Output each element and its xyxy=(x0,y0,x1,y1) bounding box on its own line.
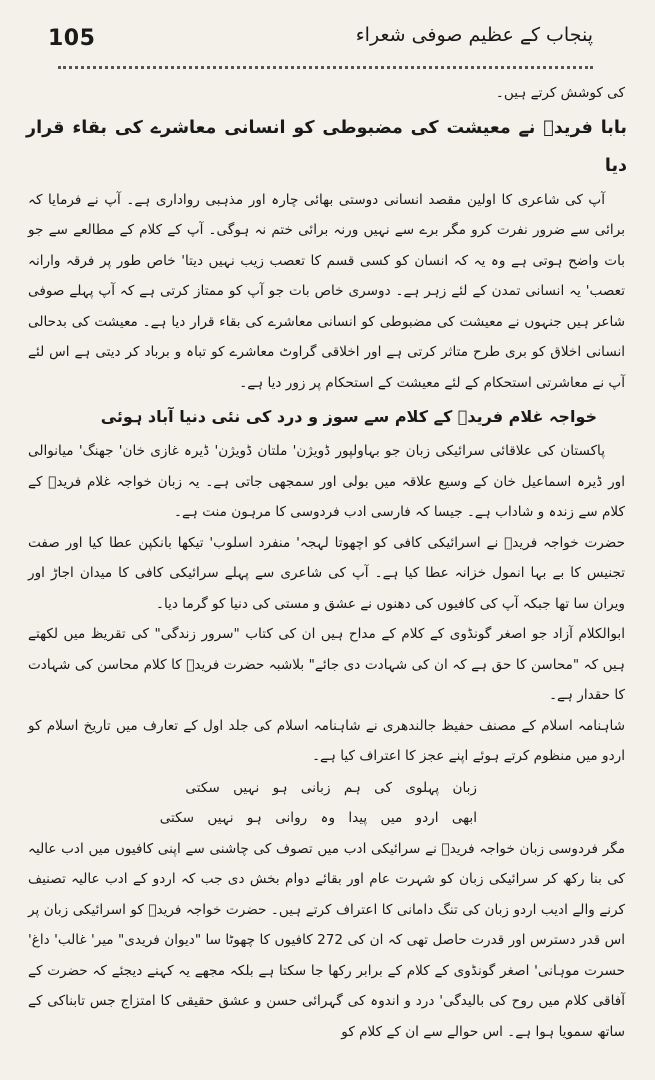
paragraph-4: ابوالکلام آزاد جو اصغر گونڈوی کے کلام کے مداح ہیں ان کی کتاب "سرور زندگی" کی تقریظ میں لکھتے ہیں کہ "محاسن کا حق ہے کہ ان کی شہادت دی جائے" بلاشبہ حضرت فریدؒ کا کلام محاسن کی شہادت کا حقدار ہے۔ xyxy=(28,626,625,703)
verse-line-1: زبان پہلوی کی ہم زبانی ہو نہیں سکتی xyxy=(185,779,477,796)
page-header xyxy=(26,0,627,50)
page-number: 105 xyxy=(48,26,96,51)
page-body xyxy=(26,50,627,1047)
paragraph-5: شاہنامہ اسلام کے مصنف حفیظ جالندھری نے شاہنامہ اسلام کی جلد اول کے تعارف میں تاریخ اسلام کو اردو میں منظوم کرتے ہوئے اپنے عجز کا اعتراف کیا ہے۔ xyxy=(28,717,625,764)
paragraph-6: مگر فردوسی زبان خواجہ فریدؒ نے سرائیکی ادب میں تصوف کی چاشنی سے اپنی کافیوں میں ادب عالیہ کی بنا رکھ کر سرائیکی زبان کو شہرت عام اور بقائے دوام بخش دی جب کہ اردو کے ادب عالیہ تصنیف کرنے والے ادیب اردو زبان کی تنگ دامانی کا اعتراف کرتے ہیں۔ حضرت خواجہ فریدؒ کو اسرائیکی زبان پر اس قدر دسترس اور قدرت حاصل تھی کہ ان کی 272 کافیوں کا چھوٹا سا "دیوان فریدی" میر' غالب' داغ' حسرت موہانی' اصغر گونڈوی کے کلام کے برابر رکھا جا سکتا ہے بلکہ مجھے یہ کہنے دیجئے کہ حضرت کے آفاقی کلام میں روح کی بالیدگی' درد و اندوہ کی گہرائی حسن و عشق حقیقی کا امتزاج جس تابناکی کے ساتھ سمویا ہوا ہے۔ اس حوالے سے ان کے کلام کو xyxy=(28,840,625,1040)
continued-line: کی کوشش کرتے ہیں۔ xyxy=(495,85,625,101)
paragraph-2: پاکستان کی علاقائی سرائیکی زبان جو بہاولپور ڈویژن' ملتان ڈویژن' ڈیرہ غازی خان' جھنگ' میانوالی اور ڈیرہ اسماعیل خان کے وسیع علاقہ میں بولی اور سمجھی جاتی ہے۔ یہ زبان خواجہ غلام فریدؒ کے کلام سے زندہ و شاداب ہے۔ جیسا کہ فارسی ادب فردوسی کا مرہون منت ہے۔ xyxy=(28,443,625,520)
section-heading-2: خواجہ غلام فریدؒ کے کلام سے سوز و درد کی نئی دنیا آباد ہوئی xyxy=(100,407,597,426)
paragraph-3: حضرت خواجہ فریدؒ نے اسرائیکی کافی کو اچھوتا لہجہ' منفرد اسلوب' تیکھا بانکپن عطا کیا اور صفت تجنیس کا بے بہا انمول خزانہ عطا کیا ہے۔ آپ کی شاعری سے پہلے سرائیکی کافی کا میدان اجاڑ اور ویران سا تھا جبکہ آپ کی کافیوں کی دھنوں نے عشق و مستی کی دنیا کو گرما دیا۔ xyxy=(28,534,625,612)
section-heading-1: بابا فریدؒ نے معیشت کی مضبوطی کو انسانی معاشرے کی بقاء قرار دیا xyxy=(26,117,627,176)
verse-line-2: ابھی اردو میں پیدا وہ روانی ہو نہیں سکتی xyxy=(159,809,477,826)
header-dotted-rule xyxy=(58,66,593,69)
paragraph-1: آپ کی شاعری کا اولین مقصد انسانی دوستی بھائی چارہ اور مذہبی رواداری ہے۔ آپ نے فرمایا کہ برائی سے ضرور نفرت کرو مگر برے سے نہیں ورنہ برائی ختم نہ ہوگی۔ آپ کے کلام کے مطالعے سے جو بات واضح ہوتی ہے وہ یہ کہ انسان کو کسی قسم کا تعصب زیب نہیں دیتا' خاص طور پر فرقہ وارانہ تعصب' یہ انسانی تمدن کے لئے زہر ہے۔ دوسری خاص بات جو آپ کو ممتاز کرتی ہے کہ آپ پہلے صوفی شاعر ہیں جنہوں نے معیشت کی مضبوطی کو انسانی معاشرے کی بقاء قرار دیا ہے۔ معیشت کی بدحالی انسانی اخلاق کو بری طرح متاثر کرتی ہے اور اخلاقی گراوٹ معاشرے کو تباہ و برباد کر دیتی ہے اس لئے آپ نے معاشرتی استحکام کے لئے معیشت کے استحکام پر زور دیا ہے۔ xyxy=(28,191,625,391)
running-title: پنجاب کے عظیم صوفی شعراء xyxy=(355,24,593,46)
